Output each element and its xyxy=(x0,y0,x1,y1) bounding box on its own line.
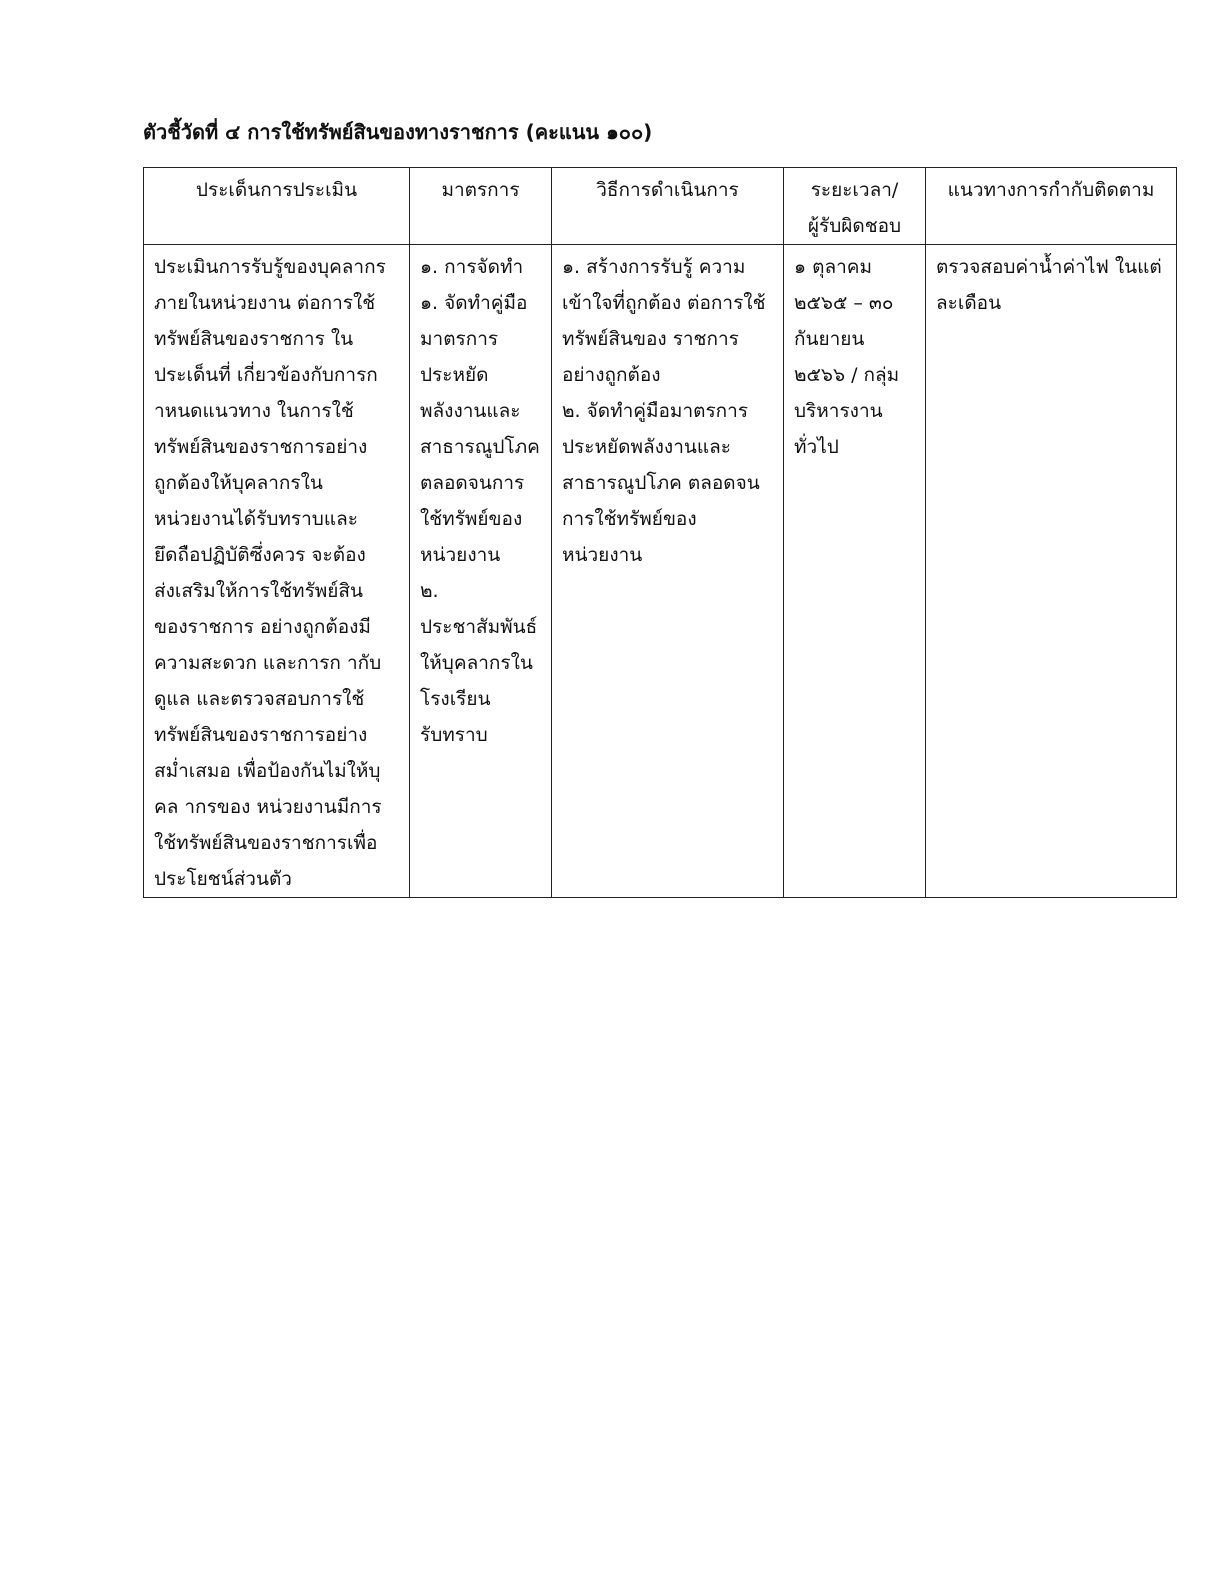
table-header-row xyxy=(144,168,1177,245)
header-timeline-owner: ระยะเวลา/ ผู้รับผิดชอบ xyxy=(784,168,926,245)
header-assessment-issue: ประเด็นการประเมิน xyxy=(144,168,410,245)
page-title: ตัวชี้วัดที่ ๔ การใช้ทรัพย์สินของทางราชการ (คะแนน ๑๐๐) xyxy=(143,120,653,144)
cell-assessment-issue: ประเมินการรับรู้ของบุคลากร ภายในหน่วยงาน ต่อการใช้ ทรัพย์สินของราชการ ใน ประเด็นที่ เกี่ยวข้องกับการก าหนดแนวทาง ในการใช้ ทรัพย์สินของราชการอย่าง ถูกต้องให้บุคลากรใน หน่วยงานได้รับทราบและ ยึดถือปฏิบัติซึ่งควร จะต้อง ส่งเสริมให้การใช้ทรัพย์สิน ของราชการ อย่างถูกต้องมี ความสะดวก และการก ากับ ดูแล และตรวจสอบการใช้ ทรัพย์สินของราชการอย่าง สม่ำเสมอ เพื่อป้องกันไม่ให้บุ คล ากรของ หน่วยงานมีการ ใช้ทรัพย์สินของราชการเพื่อ ประโยชน์ส่วนตัว xyxy=(144,245,410,898)
indicator-table xyxy=(143,167,1177,898)
cell-monitoring: ตรวจสอบค่าน้ำค่าไฟ ในแต่ ละเดือน xyxy=(926,245,1177,898)
header-measures: มาตรการ xyxy=(410,168,552,245)
cell-timeline-owner: ๑ ตุลาคม ๒๕๖๕ – ๓๐ กันยายน ๒๕๖๖ / กลุ่ม บริหารงาน ทั่วไป xyxy=(784,245,926,898)
header-method: วิธีการดำเนินการ xyxy=(552,168,784,245)
cell-method: ๑. สร้างการรับรู้ ความ เข้าใจที่ถูกต้อง ต่อการใช้ ทรัพย์สินของ ราชการ อย่างถูกต้อง ๒. จัดทำคู่มือมาตรการ ประหยัดพลังงานและ สาธารณูปโภค ตลอดจน การใช้ทรัพย์ของ หน่วยงาน xyxy=(552,245,784,898)
header-monitoring: แนวทางการกำกับติดตาม xyxy=(926,168,1177,245)
cell-measures: ๑. การจัดทำ ๑. จัดทำคู่มือ มาตรการ ประหยัด พลังงานและ สาธารณูปโภค ตลอดจนการ ใช้ทรัพย์ของ หน่วยงาน ๒. ประชาสัมพันธ์ ให้บุคลากรใน โรงเรียน รับทราบ xyxy=(410,245,552,898)
table-row xyxy=(144,245,1177,898)
